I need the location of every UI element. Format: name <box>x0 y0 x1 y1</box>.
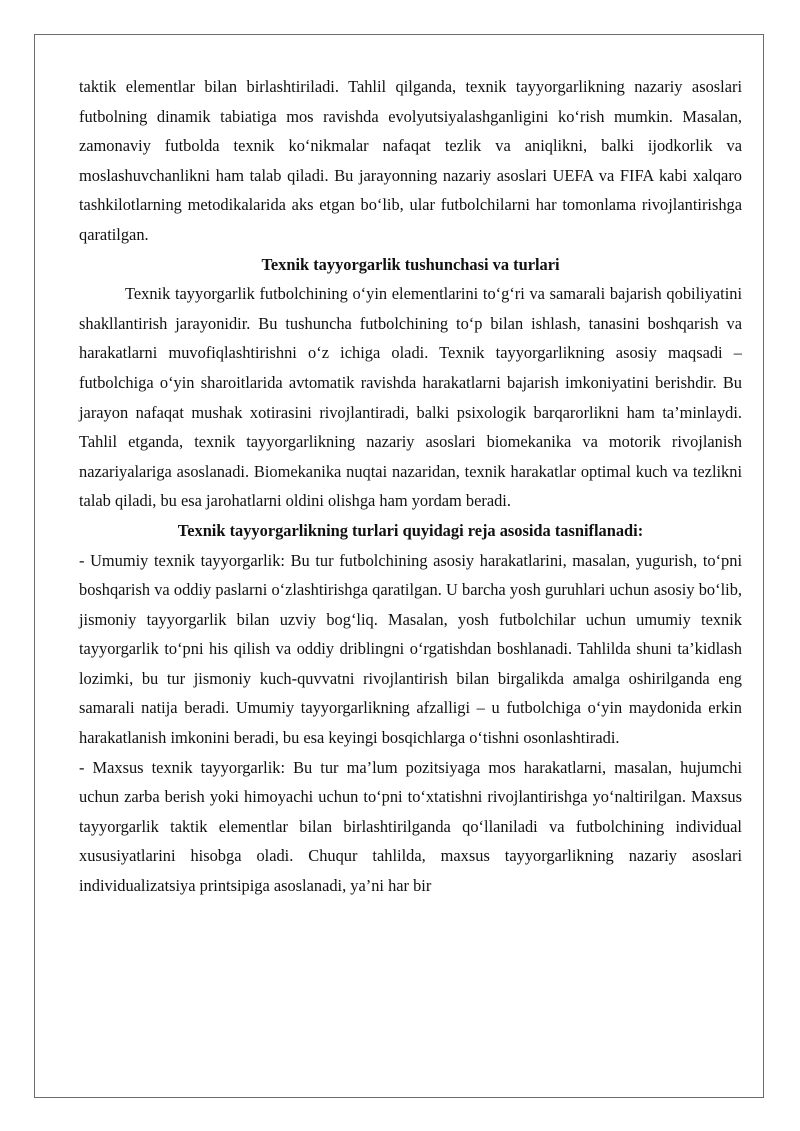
paragraph-intro: taktik elementlar bilan birlashtiriladi. Tahlil qilganda, texnik tayyorgarlikning nazariy asoslari futbolning dinamik tabiatiga mos ravishda evolyutsiyalashganligini ko‘rish mumkin. Masalan, zamonaviy futbolda texnik ko‘nikmalar nafaqat tezlik va aniqlikni, balki ijodkorlik va moslashuvchanlikni ham talab qiladi. Bu jarayonning nazariy asoslari UEFA va FIFA kabi xalqaro tashkilotlarning metodikalarida aks etgan bo‘lib, ular futbolchilarni har tomonlama rivojlantirishga qaratilgan. <box>79 77 742 244</box>
section-heading-concept: Texnik tayyorgarlik tushunchasi va turlari <box>261 254 560 274</box>
section-heading-types: Texnik tayyorgarlikning turlari quyidagi reja asosida tasniflanadi: <box>177 520 644 540</box>
paragraph-general-technical: - Umumiy texnik tayyorgarlik: Bu tur futbolchining asosiy harakatlarini, masalan, yugurish, to‘pni boshqarish va oddiy paslarni o‘zlashtirishga qaratilgan. U barcha yosh guruhlari uchun asosiy bo‘lib, jismoniy tayyorgarlik bilan uzviy bog‘liq. Masalan, yosh futbolchilar uchun umumiy texnik tayyorgarlik to‘pni his qilish va oddiy driblingni o‘rgatishdan boshlanadi. Tahlilda shuni ta’kidlash lozimki, bu tur jismoniy kuch-quvvatni rivojlantirish bilan birgalikda amalga oshirilganda eng samarali natija beradi. Umumiy tayyorgarlikning afzalligi – u futbolchiga o‘yin maydonida erkin harakatlanish imkonini beradi, bu esa keyingi bosqichlarga o‘tishni osonlashtiradi. <box>79 550 742 748</box>
document-body <box>79 72 742 901</box>
paragraph-special-technical: - Maxsus texnik tayyorgarlik: Bu tur ma’lum pozitsiyaga mos harakatlarni, masalan, hujumchi uchun zarba berish yoki himoyachi uchun to‘pni to‘xtatishni rivojlantirishga yo‘naltirilgan. Maxsus tayyorgarlik taktik elementlar bilan birlashtirilganda qo‘llaniladi va futbolchining individual xususiyatlarini hisobga oladi. Chuqur tahlilda, maxsus tayyorgarlikning nazariy asoslari individualizatsiya printsipiga asoslanadi, ya’ni har bir <box>79 757 742 896</box>
paragraph-definition: Texnik tayyorgarlik futbolchining o‘yin elementlarini to‘g‘ri va samarali bajarish qobiliyatini shakllantirish jarayonidir. Bu tushuncha futbolchining to‘p bilan ishlash, tanasini boshqarish va harakatlarni muvofiqlashtirishni o‘z ichiga oladi. Texnik tayyorgarlikning asosiy maqsadi – futbolchiga o‘yin sharoitlarida avtomatik ravishda harakatlarni bajarish imkoniyatini berishdir. Bu jarayon nafaqat mushak xotirasini rivojlantiradi, balki psixologik barqarorlikni ham ta’minlaydi. Tahlil etganda, texnik tayyorgarlikning nazariy asoslari biomekanika va motorik rivojlanish nazariyalariga asoslanadi. Biomekanika nuqtai nazaridan, texnik harakatlar optimal kuch va tezlikni talab qiladi, bu esa jarohatlarni oldini olishga ham yordam beradi. <box>79 284 742 511</box>
